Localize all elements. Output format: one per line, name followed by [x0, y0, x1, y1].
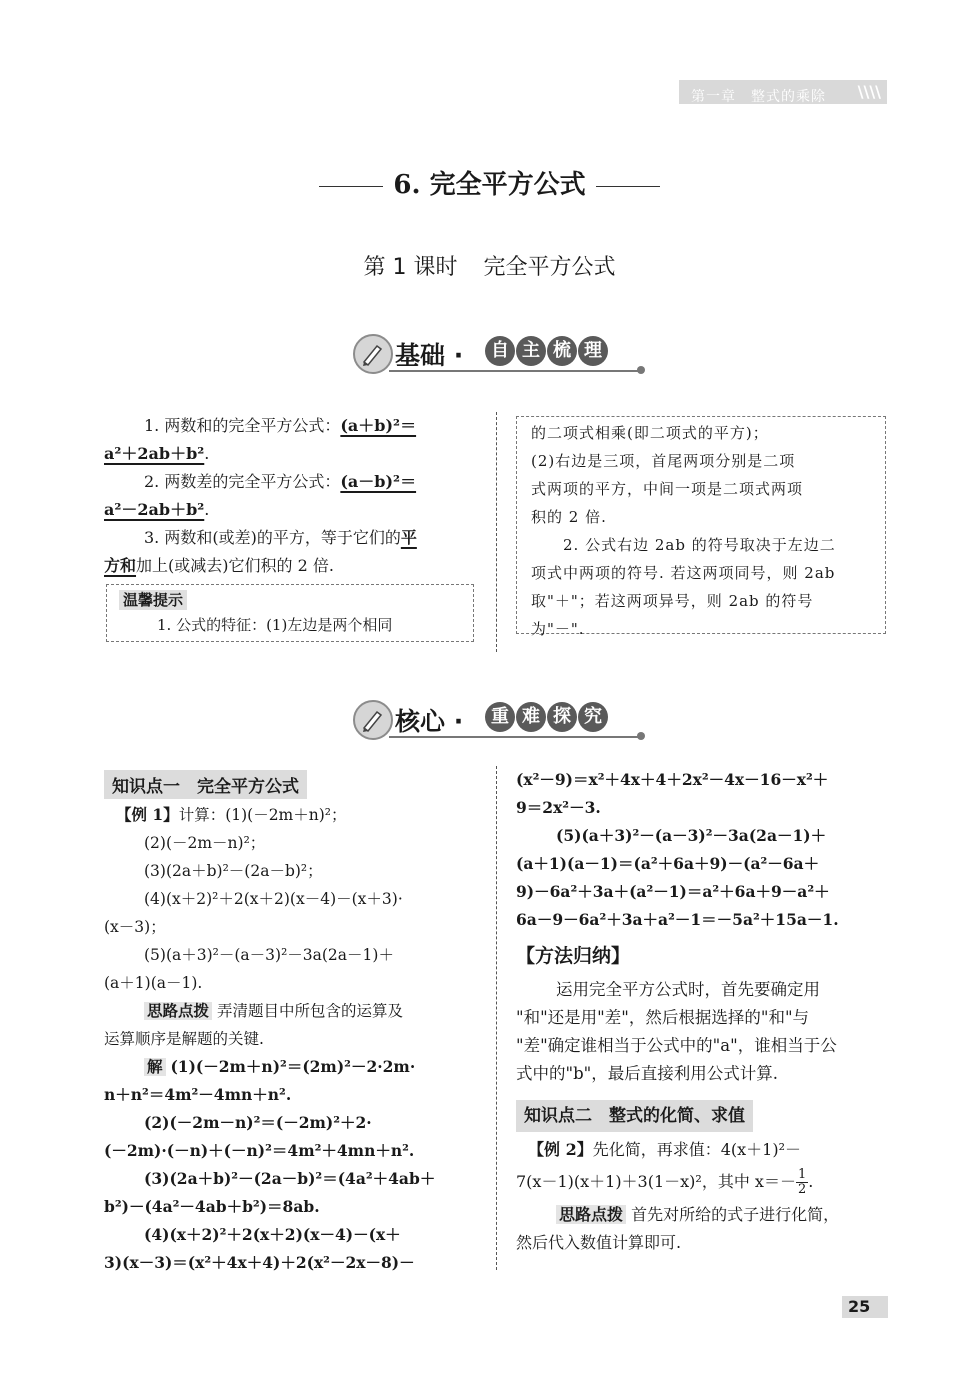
lesson-number: 第 1 课时 [363, 255, 458, 280]
solution-line: (a＋1)(a－1)＝(a²＋6a＋9)－(a²－6a＋ [516, 854, 820, 873]
tip-line: 2. 公式右边 2ab 的符号取决于左边二 [563, 536, 836, 554]
basics-item1-rhs: a²＋2ab＋b² [104, 444, 205, 463]
solution-tag: 解 [144, 1058, 166, 1076]
tip-line: 式两项的平方，中间一项是二项式两项 [531, 480, 804, 498]
banner-char: 主 [516, 336, 546, 366]
tip-line: 的二项式相乘(即二项式的平方)； [531, 424, 769, 442]
fraction-numerator: 1 [797, 1167, 807, 1182]
example-line: (x－3)； [104, 918, 166, 936]
title-rule-right [596, 186, 660, 187]
chapter-header-tab [679, 80, 887, 104]
solution-line: (2)(－2m－n)²＝(－2m)²＋2· [144, 1113, 372, 1132]
banner-char: 重 [485, 702, 515, 732]
example-label: 【例 2】 [528, 1140, 593, 1159]
decorative-stripes: \\\\ [857, 82, 881, 101]
basics-item2-lhs: (a－b)²＝ [340, 472, 417, 491]
banner-char: 究 [578, 702, 608, 732]
banner-heading: 核心 · [395, 707, 464, 736]
solution-line: (x²－9)＝x²＋4x＋4＋2x²－4x－16－x²＋ [516, 770, 829, 789]
solution-line: (4)(x＋2)²＋2(x＋2)(x－4)－(x＋ [144, 1225, 401, 1244]
fraction-denominator: 2 [797, 1182, 807, 1197]
example-line: (2)(－2m－n)²； [144, 834, 266, 852]
hint-text: 然后代入数值计算即可. [516, 1233, 682, 1252]
hint-text: 弄清题目中所包含的运算及 [216, 1002, 403, 1020]
section-title [0, 164, 979, 201]
solution-line: b²)－(4a²－4ab＋b²)＝8ab. [104, 1197, 320, 1216]
example-line: 先化简，再求值：4(x＋1)²－ [592, 1140, 802, 1159]
basics-item3-rest: 加上(或减去)它们积的 2 倍. [136, 556, 334, 575]
chapter-title: 第一章 整式的乘除 [691, 89, 826, 105]
hint-text: 运算顺序是解题的关键. [104, 1030, 264, 1048]
punct: . [204, 500, 210, 519]
basics-item2-label: 2. 两数差的完全平方公式： [144, 472, 341, 491]
solution-line: (－2m)·(－n)＋(－n)²＝4m²＋4mn＋n². [104, 1141, 415, 1160]
example-label: 【例 1】 [116, 805, 179, 824]
banner-char: 自 [485, 336, 515, 366]
banner-char: 理 [578, 336, 608, 366]
basics-item3-answer-a: 平 [400, 528, 417, 547]
kp1-heading: 知识点一 完全平方公式 [104, 770, 307, 799]
method-line: 式中的"b"，最后直接利用公式计算. [516, 1064, 778, 1083]
example-line: 7(x－1)(x＋1)＋3(1－x)²，其中 x＝－ [516, 1172, 796, 1191]
basics-item1-lhs: (a＋b)²＝ [340, 416, 417, 435]
lesson-name: 完全平方公式 [483, 255, 616, 280]
basics-item3-answer-b: 方和 [104, 556, 137, 575]
title-rule-left [319, 186, 383, 187]
punct: . [204, 444, 210, 463]
tip-box-right [516, 416, 886, 638]
banner-basics [353, 330, 643, 378]
solution-line: 9)－6a²＋3a＋(a²－1)＝a²＋6a＋9－a²＋ [516, 882, 830, 901]
hint-text: 首先对所给的式子进行化简， [631, 1205, 840, 1224]
kp1-left-column [104, 770, 480, 1277]
example-line: (a＋1)(a－1). [104, 974, 203, 992]
tip-box-left [106, 584, 474, 642]
solution-line: (1)(－2m＋n)²＝(2m)²－2·2m· [170, 1057, 416, 1076]
banner-core [353, 696, 643, 744]
solution-line: n＋n²＝4m²－4mn＋n². [104, 1085, 292, 1104]
page-number: 25 [842, 1296, 888, 1318]
solution-line: 9＝2x²－3. [516, 798, 601, 817]
column-divider [496, 766, 497, 1270]
basics-item2-rhs: a²－2ab＋b² [104, 500, 205, 519]
method-line: 运用完全平方公式时，首先要确定用 [556, 980, 820, 999]
method-line: "和"还是用"差"，然后根据选择的"和"与 [516, 1008, 810, 1027]
basics-item3-text: 3. 两数和(或差)的平方，等于它们的 [144, 528, 401, 547]
solution-line: 6a－9－6a²＋3a＋a²－1＝－5a²＋15a－1. [516, 910, 839, 929]
basics-item1-label: 1. 两数和的完全平方公式： [144, 416, 341, 435]
example-line: (4)(x＋2)²＋2(x＋2)(x－4)－(x＋3)· [144, 890, 403, 908]
banner-char: 难 [516, 702, 546, 732]
banner-char: 梳 [547, 336, 577, 366]
hint-tag: 思路点拨 [556, 1205, 626, 1224]
tip-line: 为"－". [531, 620, 585, 638]
solution-line: (3)(2a＋b)²－(2a－b)²＝(4a²＋4ab＋ [144, 1169, 436, 1188]
lesson-title [0, 250, 979, 281]
tip-line: (2)右边是三项，首尾两项分别是二项 [531, 452, 796, 470]
banner-char: 探 [547, 702, 577, 732]
method-line: "差"确定谁相当于公式中的"a"，谁相当于公 [516, 1036, 837, 1055]
section-title-text: 6. 完全平方公式 [393, 170, 586, 200]
tip-line: 项式中两项的符号. 若这两项同号，则 2ab [531, 564, 836, 582]
example-line: (5)(a＋3)²－(a－3)²－3a(2a－1)＋ [144, 946, 394, 964]
solution-line: 3)(x－3)＝(x²＋4x＋4)＋2(x²－2x－8)－ [104, 1253, 415, 1272]
column-divider [496, 412, 497, 652]
method-heading: 【方法归纳】 [516, 945, 631, 967]
example-line: 计算：(1)(－2m＋n)²； [178, 806, 347, 824]
solution-line: (5)(a＋3)²－(a－3)²－3a(2a－1)＋ [556, 826, 827, 845]
tip-label: 温馨提示 [119, 590, 187, 610]
basics-left-column [104, 412, 476, 580]
pencil-icon [353, 700, 393, 740]
tip-line: 取"＋"；若这两项异号，则 2ab 的符号 [531, 592, 814, 610]
pencil-icon [353, 334, 393, 374]
example-line: (3)(2a＋b)²－(2a－b)²； [144, 862, 323, 880]
tip-line: 1. 公式的特征：(1)左边是两个相同 [157, 616, 393, 634]
hint-tag: 思路点拨 [144, 1002, 212, 1020]
fraction [796, 1168, 808, 1197]
punct: . [808, 1172, 814, 1191]
tip-line: 积的 2 倍. [531, 508, 607, 526]
banner-heading: 基础 · [395, 341, 464, 370]
right-column [516, 766, 888, 1257]
kp2-heading: 知识点二 整式的化简、求值 [516, 1100, 753, 1132]
